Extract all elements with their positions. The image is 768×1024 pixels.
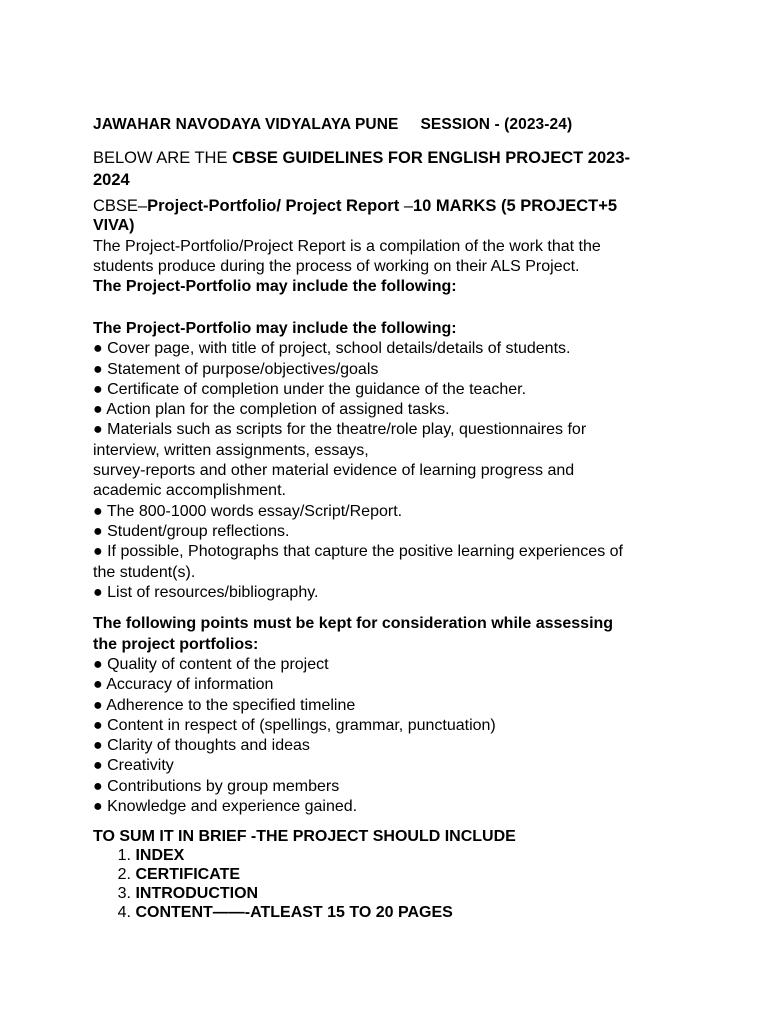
list-item: ● Statement of purpose/objectives/goals [93,360,379,378]
list-item: ● Clarity of thoughts and ideas [93,737,310,755]
list-item: ● Adherence to the specified timeline [93,696,356,714]
portfolio-prefix: CBSE– [93,197,148,215]
portfolio-paragraph [93,196,617,297]
list-item: ● Certificate of completion under the guidance of the teacher. [93,380,527,398]
summary-item: 3. INTRODUCTION [117,885,259,902]
list-item: ● Contributions by group members [93,777,340,795]
list-item: interview, written assignments, essays, [93,441,369,459]
intro-title: CBSE GUIDELINES FOR ENGLISH PROJECT 2023- [232,149,630,167]
list-item: survey-reports and other material evidence of learning progress and [93,462,575,480]
include-heading: The Project-Portfolio may include the following: [93,320,457,337]
portfolio-desc-2: students produce during the process of working on their ALS Project. [93,257,580,275]
list-item: ● The 800-1000 words essay/Script/Report. [93,502,403,520]
list-item: ● Action plan for the completion of assigned tasks. [93,401,450,419]
list-item: ● Cover page, with title of project, school details/details of students. [93,340,571,358]
intro-prefix: BELOW ARE THE [93,149,233,167]
portfolio-title: Project-Portfolio/ Project Report [147,197,404,215]
list-item: ● If possible, Photographs that capture the positive learning experiences of [93,543,623,561]
list-item: ● List of resources/bibliography. [93,583,319,601]
summary-heading: TO SUM IT IN BRIEF -THE PROJECT SHOULD INCLUDE [93,828,516,845]
school-header [93,116,572,134]
portfolio-dash: – [403,197,413,215]
list-item: ● Knowledge and experience gained. [93,798,358,816]
portfolio-marks: 10 MARKS (5 PROJECT+5 [413,197,618,215]
list-item: ● Creativity [93,757,174,775]
summary-item: 4. CONTENT——-ATLEAST 15 TO 20 PAGES [117,904,453,921]
list-item: ● Accuracy of information [93,676,274,694]
list-item: ● Student/group reflections. [93,522,290,540]
list-item: ● Content in respect of (spellings, grammar, punctuation) [93,716,496,734]
summary-item: 2. CERTIFICATE [117,866,241,883]
list-item: academic accomplishment. [93,482,286,500]
list-item: the student(s). [93,563,196,581]
intro-paragraph [93,147,630,191]
intro-year: 2024 [93,171,130,189]
assessment-heading-1: The following points must be kept for consideration while assessing [93,615,614,632]
portfolio-include-heading: The Project-Portfolio may include the following: [93,278,457,296]
list-item: ● Materials such as scripts for the theatre/role play, questionnaires for [93,421,587,439]
portfolio-marks-cont: VIVA) [93,217,135,235]
portfolio-desc-1: The Project-Portfolio/Project Report is a compilation of the work that the [93,237,601,255]
session-label: SESSION - (2023-24) [420,116,573,133]
assessment-heading-2: the project portfolios: [93,636,259,653]
summary-list [93,846,453,922]
summary-item: 1. INDEX [117,847,185,864]
school-name: JAWAHAR NAVODAYA VIDYALAYA PUNE [93,116,399,133]
assessment-section [93,613,613,817]
list-item: ● Quality of content of the project [93,656,329,673]
include-section [93,319,623,603]
